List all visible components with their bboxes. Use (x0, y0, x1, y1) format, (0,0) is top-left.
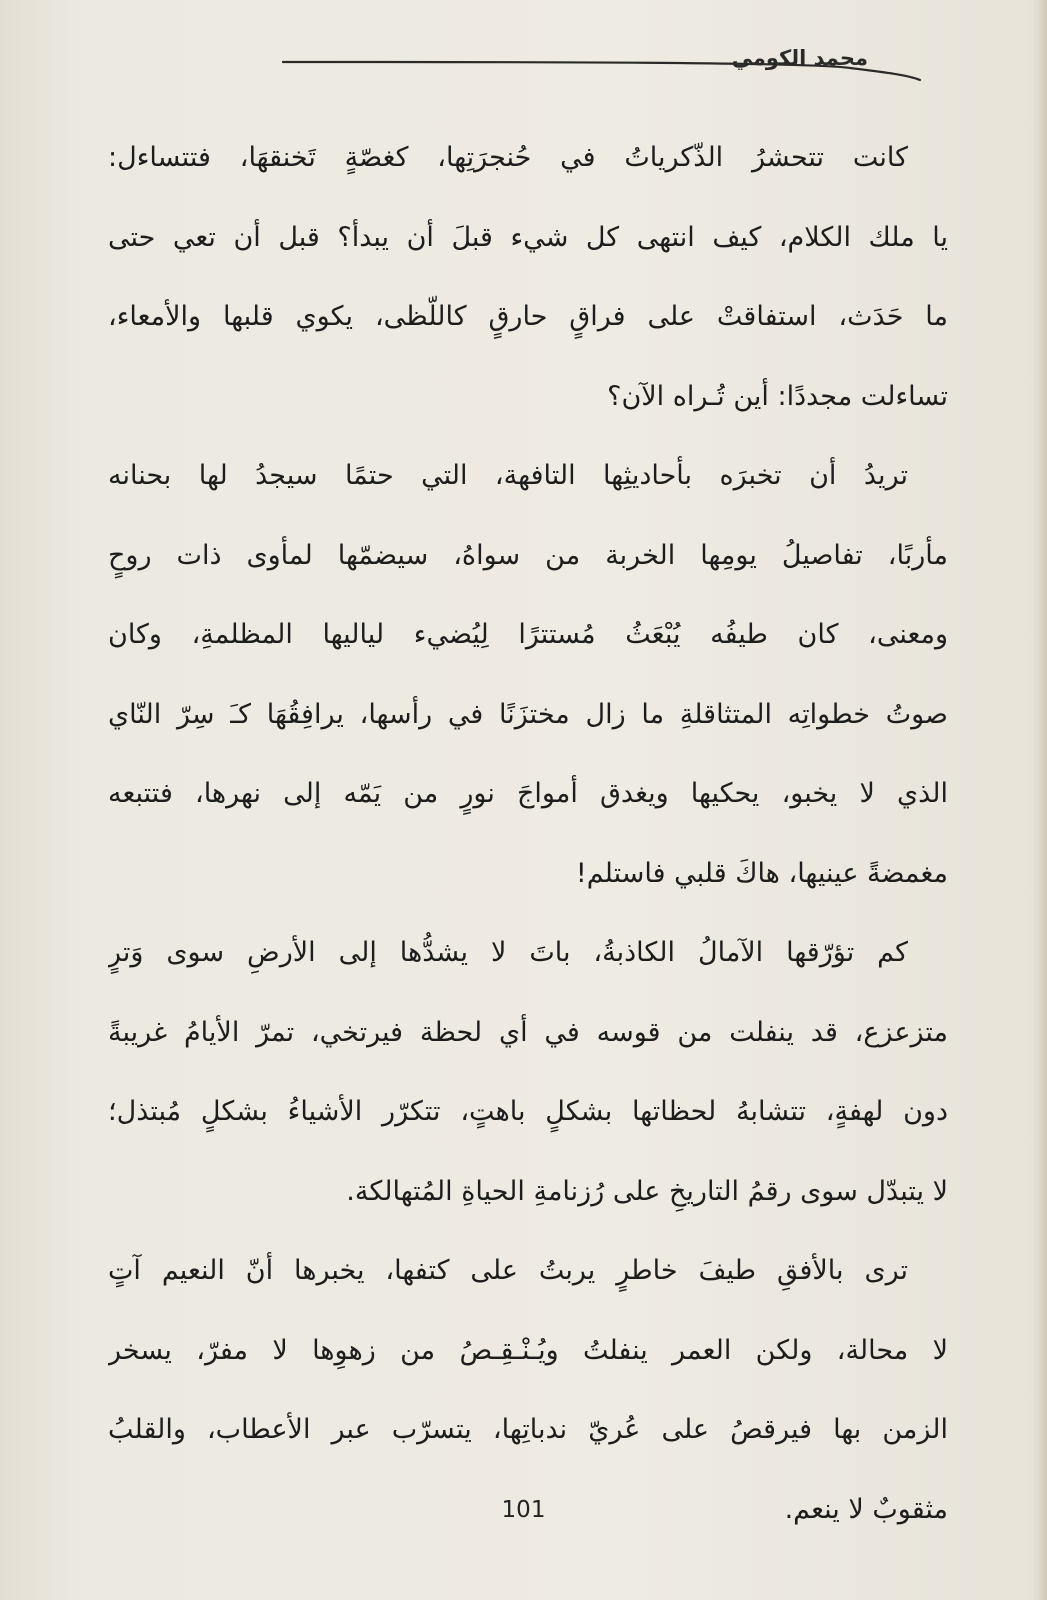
text-line: متزعزع، قد ينفلت من قوسه في أي لحظة فيرتخي، تمرّ الأيامُ غريبةً (108, 1016, 948, 1048)
text-line: كم تؤرّقها الآمالُ الكاذبةُ، باتَ لا يشدُّها إلى الأرضِ سوى وَترٍ (108, 937, 908, 968)
page-edge (1029, 0, 1047, 1600)
text-line: ترى بالأفقِ طيفَ خاطرٍ يربتُ على كتفها، يخبرها أنّ النعيم آتٍ (108, 1255, 908, 1286)
running-header (108, 42, 940, 92)
text-line: صوتُ خطواتِه المتثاقلةِ ما زال مختزَنًا في رأسها، يرافِقُهَا كـَ سِرّ النّاي (108, 698, 948, 730)
header-rule (108, 42, 940, 92)
text-line: الذي لا يخبو، يحكيها ويغدق أمواجَ نورٍ من يَمّه إلى نهرها، فتتبعه (108, 778, 948, 809)
paragraph (108, 913, 948, 1231)
text-line: ومعنى، كان طيفُه يُبْعَثُ مُستترًا لِيُضيء لياليها المظلمةِ، وكان (108, 619, 948, 650)
text-line: مأربًا، تفاصيلُ يومِها الخربة من سواهُ، سيضمّها لمأوى ذات روحٍ (108, 539, 948, 571)
paragraph (108, 436, 948, 913)
text-line: مغمضةً عينيها، هاكَ قلبي فاستلم! (575, 857, 948, 889)
text-line: تريدُ أن تخبرَه بأحاديثِها التافهة، التي حتمًا سيجدُ لها بحنانه (108, 460, 908, 491)
paragraph (108, 118, 948, 436)
text-line: الزمن بها فيرقصُ على عُريّ ندباتِها، يتسرّب عبر الأعطاب، والقلبُ (108, 1414, 948, 1445)
text-line: ما حَدَث، استفاقتْ على فراقٍ حارقٍ كاللّظى، يكوي قلبها والأمعاء، (108, 301, 948, 332)
text-line: تساءلت مجددًا: أين تُـراه الآن؟ (607, 380, 948, 412)
text-line: دون لهفةٍ، تتشابهُ لحظاتها بشكلٍ باهتٍ، تتكرّر الأشياءُ بشكلٍ مُبتذل؛ (108, 1096, 948, 1127)
text-line: يا ملك الكلام، كيف انتهى كل شيء قبلَ أن يبدأ؟ قبل أن تعي حتى (108, 221, 948, 253)
text-line: لا يتبدّل سوى رقمُ التاريخِ على رُزنامةِ الحياةِ المُتهالكة. (346, 1175, 948, 1207)
text-line: مثقوبٌ لا ينعم. (784, 1493, 948, 1525)
author-name: محمد الكومي (731, 46, 868, 70)
body-text (108, 118, 948, 1549)
text-line: كانت تتحشرُ الذّكرياتُ في حُنجرَتِها، كغصّةٍ تَخنقهَا، فتتساءل: (108, 142, 908, 173)
text-line: لا محالة، ولكن العمر ينفلتُ ويُـنْـقِـصُ من زهوِها لا مفرّ، يسخر (108, 1334, 948, 1366)
page-number: 101 (501, 1497, 546, 1523)
